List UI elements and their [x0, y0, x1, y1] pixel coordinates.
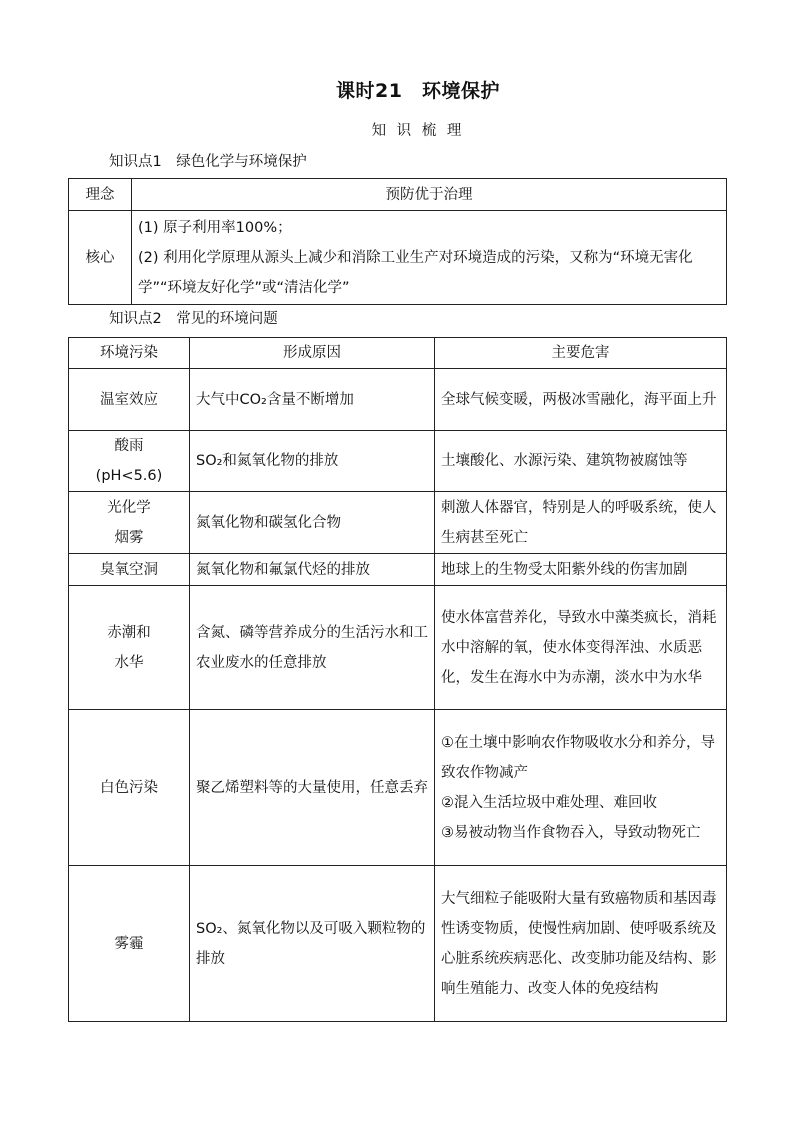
- pollution-name: 雾霾: [69, 866, 190, 1022]
- table-row: [69, 586, 727, 710]
- table-row: [69, 211, 727, 305]
- formation-cause: 聚乙烯塑料等的大量使用，任意丢弃: [190, 710, 435, 866]
- table-row: [69, 431, 727, 492]
- formation-cause: 氮氧化物和碳氢化合物: [190, 492, 435, 554]
- main-harm: 土壤酸化、水源污染、建筑物被腐蚀等: [435, 431, 727, 492]
- column-header: 主要危害: [435, 338, 727, 369]
- page-subtitle: 知 识 梳 理: [371, 123, 465, 139]
- row-content: [132, 211, 727, 305]
- page-title: 课时21 环境保护: [336, 80, 500, 102]
- table-header-row: [69, 338, 727, 369]
- table-row: [69, 492, 727, 554]
- pollution-name: 光化学 烟雾: [69, 492, 190, 554]
- content-line: (2) 利用化学原理从源头上减少和消除工业生产对环境造成的污染，又称为“环境无害化学”“环境友好化学”或“清洁化学”: [138, 249, 693, 296]
- pollution-name: 白色污染: [69, 710, 190, 866]
- main-harm: 大气细粒子能吸附大量有致癌物质和基因毒性诱变物质，使慢性病加剧、使呼吸系统及心脏系统疾病恶化、改变肺功能及结构、影响生殖能力、改变人体的免疫结构: [435, 866, 727, 1022]
- table-row: [69, 179, 727, 211]
- main-harm: 刺激人体器官，特别是人的呼吸系统，使人生病甚至死亡: [435, 492, 727, 554]
- environment-problems-table: [68, 337, 727, 1022]
- table-row: [69, 866, 727, 1022]
- formation-cause: 含氮、磷等营养成分的生活污水和工农业废水的任意排放: [190, 586, 435, 710]
- pollution-name: 酸雨 (pH<5.6): [69, 431, 190, 492]
- main-harm: 全球气候变暖，两极冰雪融化，海平面上升: [435, 369, 727, 431]
- row-label: 核心: [69, 211, 132, 305]
- row-label: 理念: [69, 179, 132, 211]
- pollution-name: 臭氧空洞: [69, 554, 190, 586]
- section-heading-environment-problems: 知识点2 常见的环境问题: [109, 311, 278, 327]
- table-row: [69, 369, 727, 431]
- table-row: [69, 710, 727, 866]
- content-line: 预防优于治理: [385, 186, 473, 203]
- pollution-name: 赤潮和 水华: [69, 586, 190, 710]
- main-harm: 地球上的生物受太阳紫外线的伤害加剧: [435, 554, 727, 586]
- formation-cause: 氮氧化物和氟氯代烃的排放: [190, 554, 435, 586]
- main-harm: 使水体富营养化，导致水中藻类疯长，消耗水中溶解的氧，使水体变得浑浊、水质恶化，发生在海水中为赤潮，淡水中为水华: [435, 586, 727, 710]
- main-harm: ①在土壤中影响农作物吸收水分和养分，导致农作物减产 ②混入生活垃圾中难处理、难回收 ③易被动物当作食物吞入，导致动物死亡: [435, 710, 727, 866]
- column-header: 形成原因: [190, 338, 435, 369]
- table-row: [69, 554, 727, 586]
- green-chemistry-table: [68, 178, 727, 305]
- formation-cause: SO₂和氮氧化物的排放: [190, 431, 435, 492]
- formation-cause: SO₂、氮氧化物以及可吸入颗粒物的排放: [190, 866, 435, 1022]
- formation-cause: 大气中CO₂含量不断增加: [190, 369, 435, 431]
- section-heading-green-chemistry: 知识点1 绿色化学与环境保护: [109, 154, 307, 170]
- content-line: (1) 原子利用率100%；: [138, 219, 292, 236]
- column-header: 环境污染: [69, 338, 190, 369]
- pollution-name: 温室效应: [69, 369, 190, 431]
- row-content: [132, 179, 727, 211]
